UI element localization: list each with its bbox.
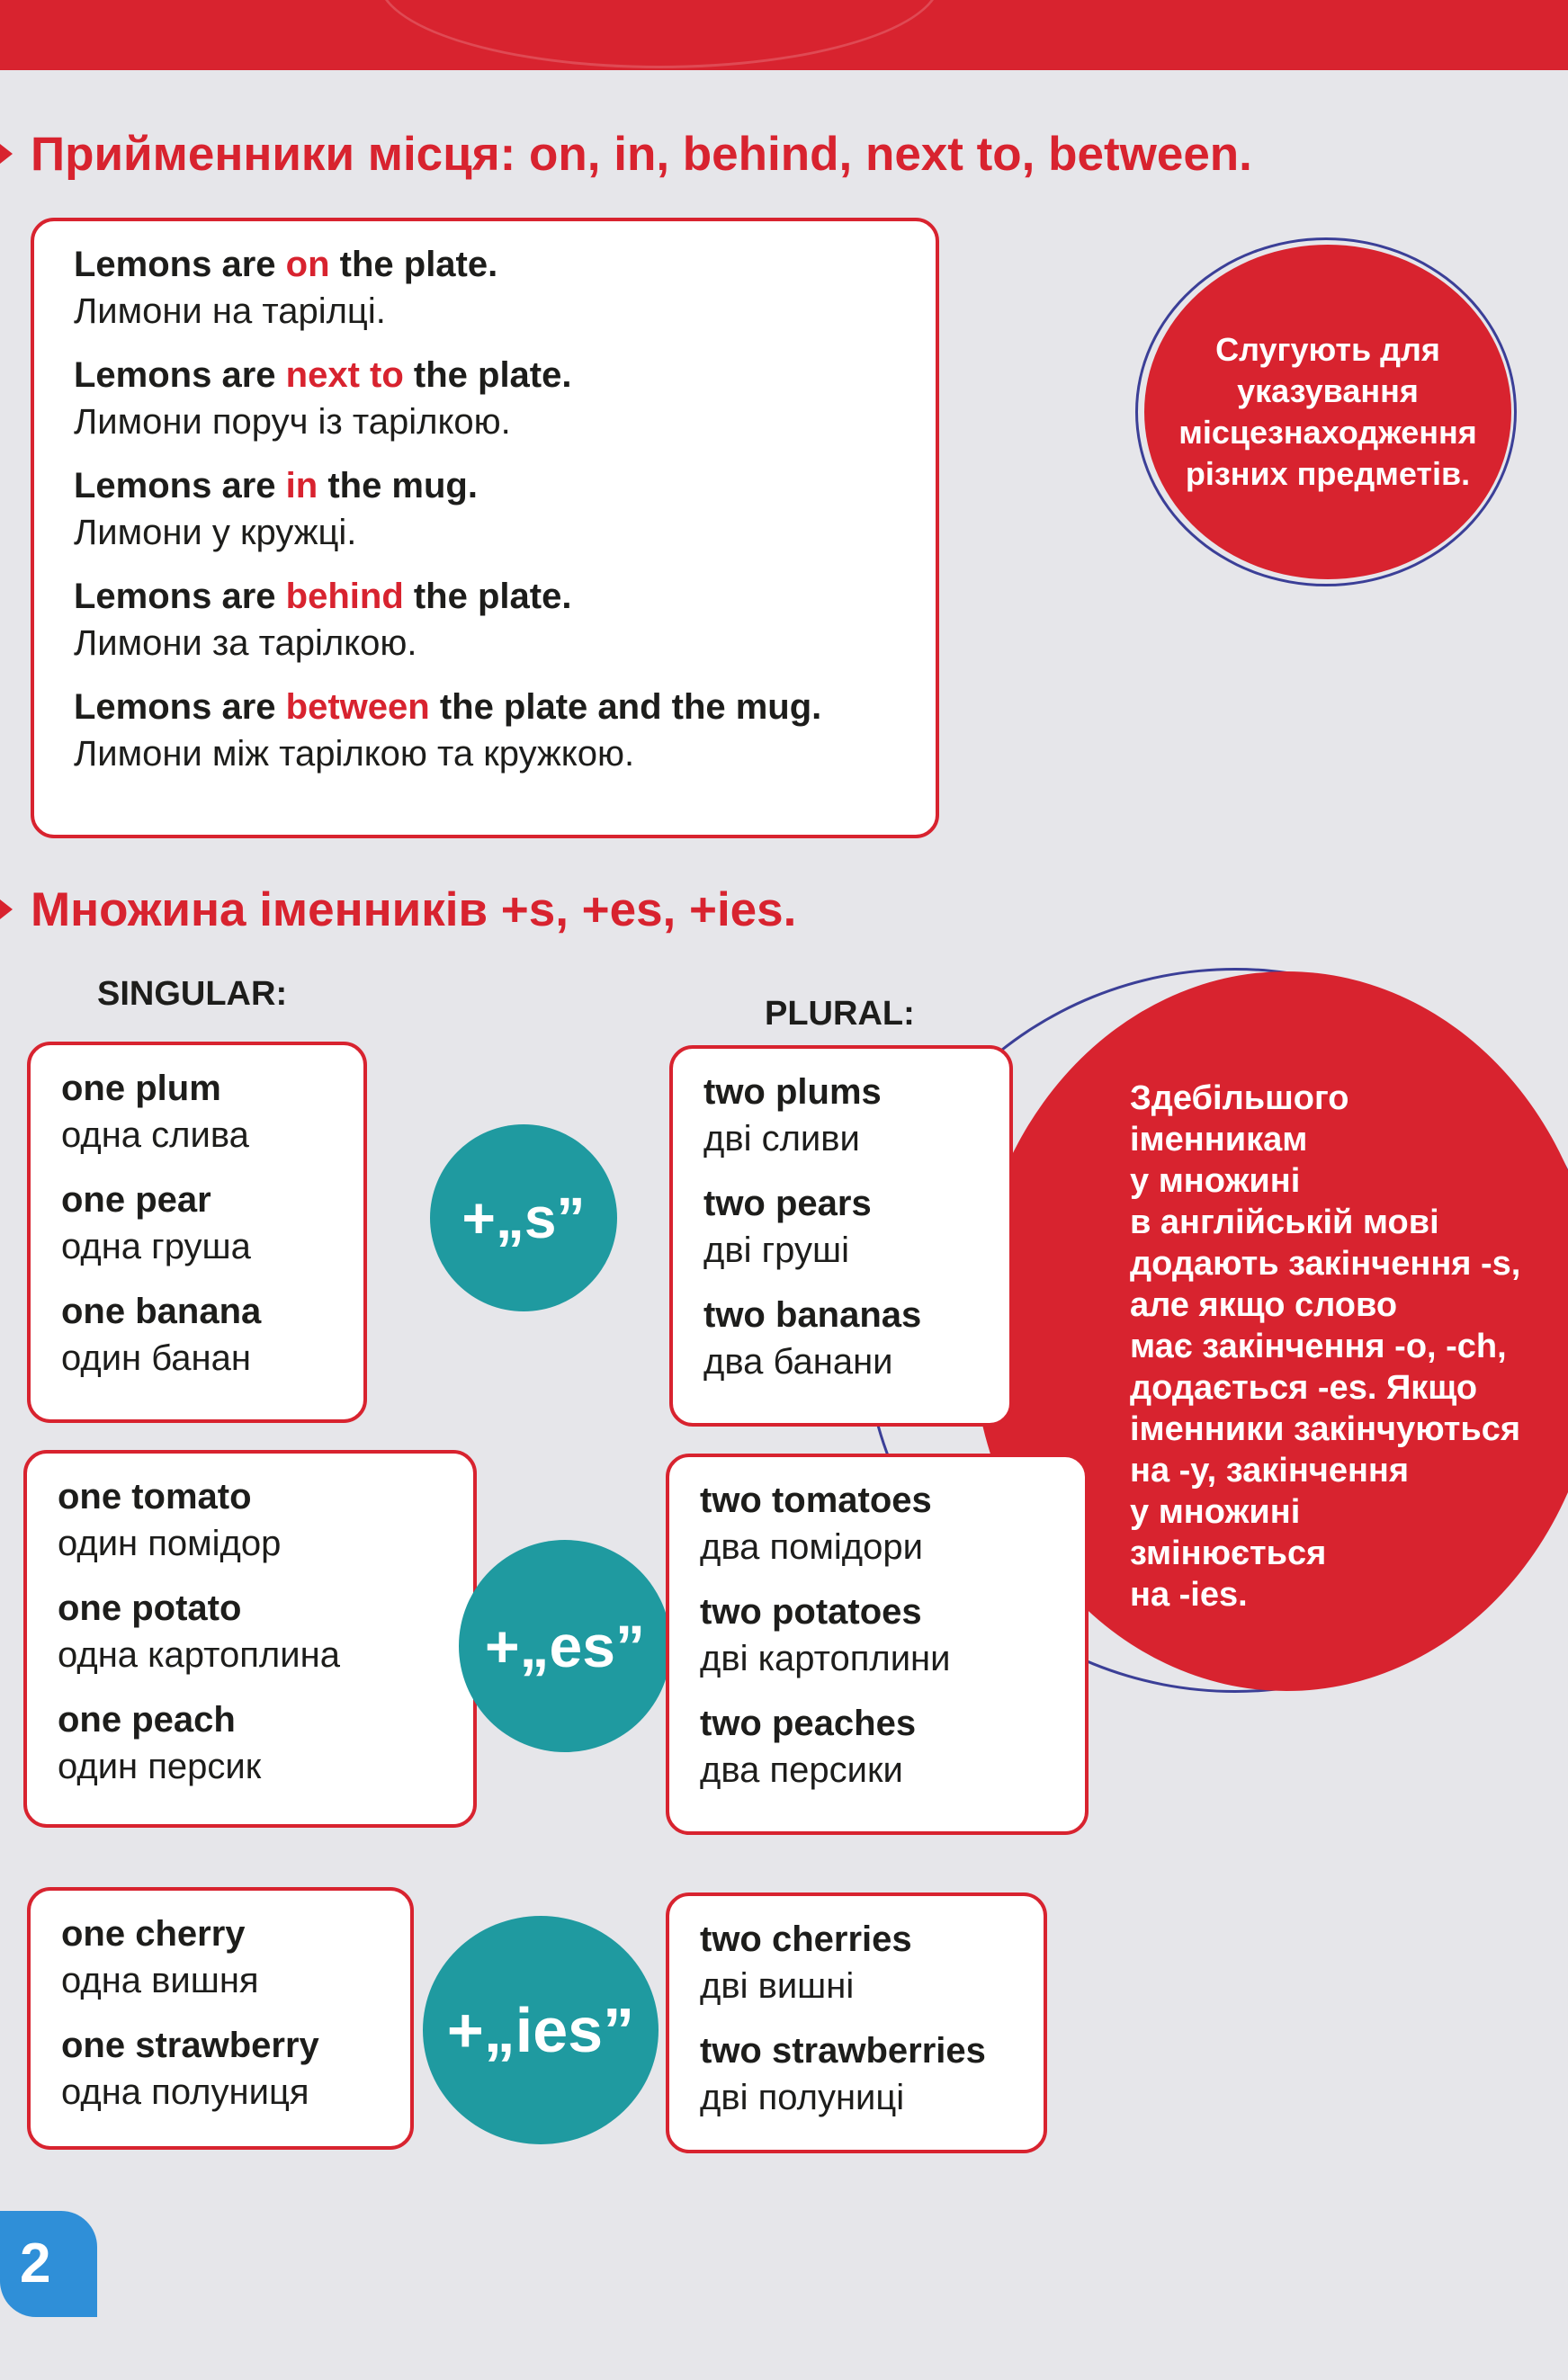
prepositions-item bbox=[74, 352, 936, 445]
prep-sentence-ua: Лимони у кружці. bbox=[74, 513, 357, 552]
preposition-highlight: on bbox=[285, 245, 330, 284]
noun-item: one cherry одна вишня bbox=[61, 1914, 259, 2000]
preposition-highlight: behind bbox=[285, 577, 404, 616]
noun-item: one pear одна груша bbox=[61, 1180, 251, 1266]
top-banner bbox=[0, 0, 1568, 70]
prepositions-heading bbox=[0, 126, 1252, 183]
suffix-badge-es: +„es” bbox=[459, 1540, 671, 1752]
plurals-heading-text: Множина іменників +s, +es, +ies. bbox=[31, 883, 797, 936]
singular-box-s bbox=[27, 1042, 367, 1423]
prep-sentence-ua: Лимони за тарілкою. bbox=[74, 623, 417, 663]
prep-sentence-en: Lemons are next to the plate. bbox=[74, 355, 572, 395]
noun-item: two peaches два персики bbox=[700, 1704, 917, 1790]
prep-sentence-en: Lemons are behind the plate. bbox=[74, 577, 572, 616]
preposition-highlight: between bbox=[285, 687, 430, 727]
noun-item: one potato одна картоплина bbox=[58, 1588, 340, 1675]
prepositions-item bbox=[74, 241, 936, 335]
plural-box-ies bbox=[666, 1892, 1047, 2153]
noun-item: one banana один банан bbox=[61, 1292, 262, 1378]
plural-box-s bbox=[669, 1045, 1013, 1427]
prep-sentence-en: Lemons are on the plate. bbox=[74, 245, 498, 284]
prepositions-info-circle: Слугують для указування місцезнаходження різних предметів. bbox=[1144, 245, 1511, 579]
plural-label: PLURAL: bbox=[765, 995, 915, 1033]
prep-sentence-ua: Лимони між тарілкою та кружкою. bbox=[74, 734, 635, 774]
noun-item: two bananas два банани bbox=[703, 1295, 922, 1382]
prep-sentence-ua: Лимони на тарілці. bbox=[74, 291, 386, 331]
preposition-highlight: next to bbox=[285, 355, 404, 395]
prepositions-item bbox=[74, 462, 936, 556]
noun-item: two pears дві груші bbox=[703, 1184, 872, 1270]
prep-sentence-ua: Лимони поруч із тарілкою. bbox=[74, 402, 511, 442]
plural-box-es bbox=[666, 1454, 1089, 1835]
noun-item: two strawberries дві полуниці bbox=[700, 2031, 986, 2117]
noun-item: two tomatoes два помідори bbox=[700, 1481, 932, 1567]
suffix-badge-s: +„s” bbox=[430, 1124, 617, 1311]
heading-arrow-icon bbox=[0, 899, 13, 919]
banner-decoration bbox=[378, 0, 941, 68]
prepositions-item bbox=[74, 573, 936, 667]
prep-sentence-en: Lemons are in the mug. bbox=[74, 466, 478, 506]
noun-item: one tomato один помідор bbox=[58, 1477, 282, 1563]
prepositions-heading-text: Прийменники місця: on, in, behind, next to, between. bbox=[31, 128, 1252, 181]
heading-arrow-icon bbox=[0, 144, 13, 164]
suffix-badge-ies: +„ies” bbox=[423, 1916, 659, 2144]
prep-sentence-en: Lemons are between the plate and the mug. bbox=[74, 687, 822, 727]
prepositions-box bbox=[31, 218, 939, 838]
noun-item: one strawberry одна полуниця bbox=[61, 2026, 319, 2112]
noun-item: one peach один персик bbox=[58, 1700, 262, 1786]
noun-item: one plum одна слива bbox=[61, 1069, 249, 1155]
singular-label: SINGULAR: bbox=[97, 975, 288, 1013]
noun-item: two cherries дві вишні bbox=[700, 1919, 912, 2006]
plurals-heading bbox=[0, 881, 796, 939]
preposition-highlight: in bbox=[285, 466, 318, 506]
noun-item: two plums дві сливи bbox=[703, 1072, 882, 1159]
noun-item: two potatoes дві картоплини bbox=[700, 1592, 951, 1678]
singular-box-ies bbox=[27, 1887, 414, 2150]
prepositions-item bbox=[74, 684, 936, 777]
plurals-info-text: Здебільшого іменникам у множині в англійській мові додають закінчення -s, але якщо слово має закінчення -o, -ch, додається -es. Якщо іменники закінчуються на -y, закінчення у множині змінюється на -ies. bbox=[1130, 1079, 1521, 1614]
singular-box-es bbox=[23, 1450, 477, 1828]
page-number: 2 bbox=[0, 2211, 97, 2317]
